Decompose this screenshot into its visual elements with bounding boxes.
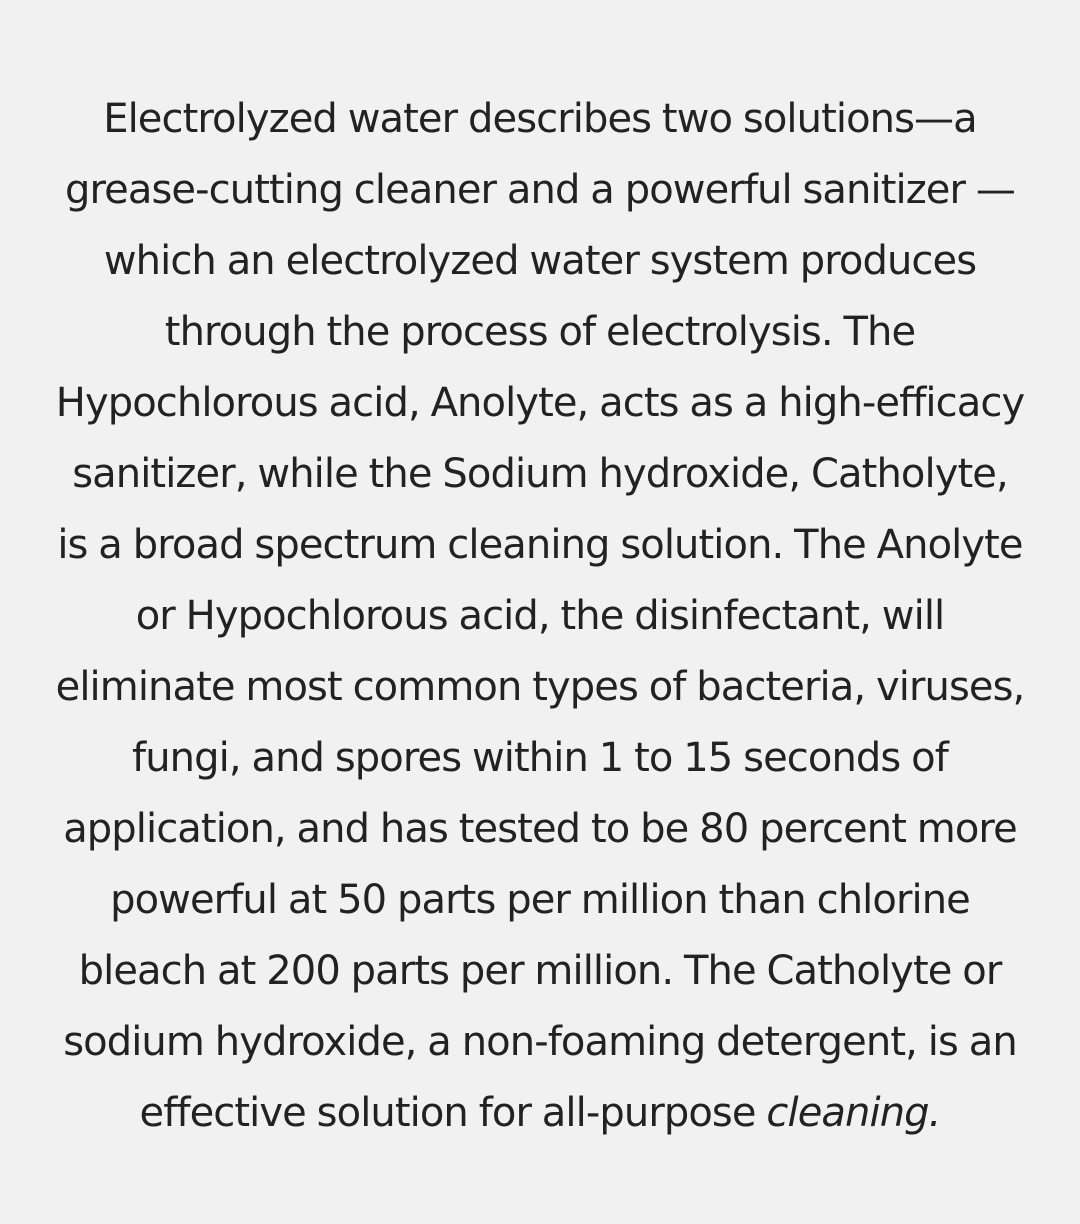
article-text: Electrolyzed water describes two solutions—a grease-cutting cleaner and a powerful sanitizer —which an electrolyzed water system produces through the process of electrolysis. The Hypochlorous acid, Anolyte, acts as a high-efficacy sanitizer, while the Sodium hydroxide, Catholyte, is a broad spectrum cleaning solution. The Anolyte or Hypochlorous acid, the disinfectant, will eliminate most common types of bacteria, viruses, fungi, and spores within 1 to 15 seconds of application, and has tested to be 80 percent more powerful at 50 parts per million than chlorine bleach at 200 parts per million. The Catholyte or sodium hydroxide, a non-foaming detergent, is an effective solution for all-purpose <box>55 96 1025 1136</box>
article-emphasis: cleaning. <box>766 1090 941 1136</box>
article-paragraph <box>54 84 1026 1149</box>
